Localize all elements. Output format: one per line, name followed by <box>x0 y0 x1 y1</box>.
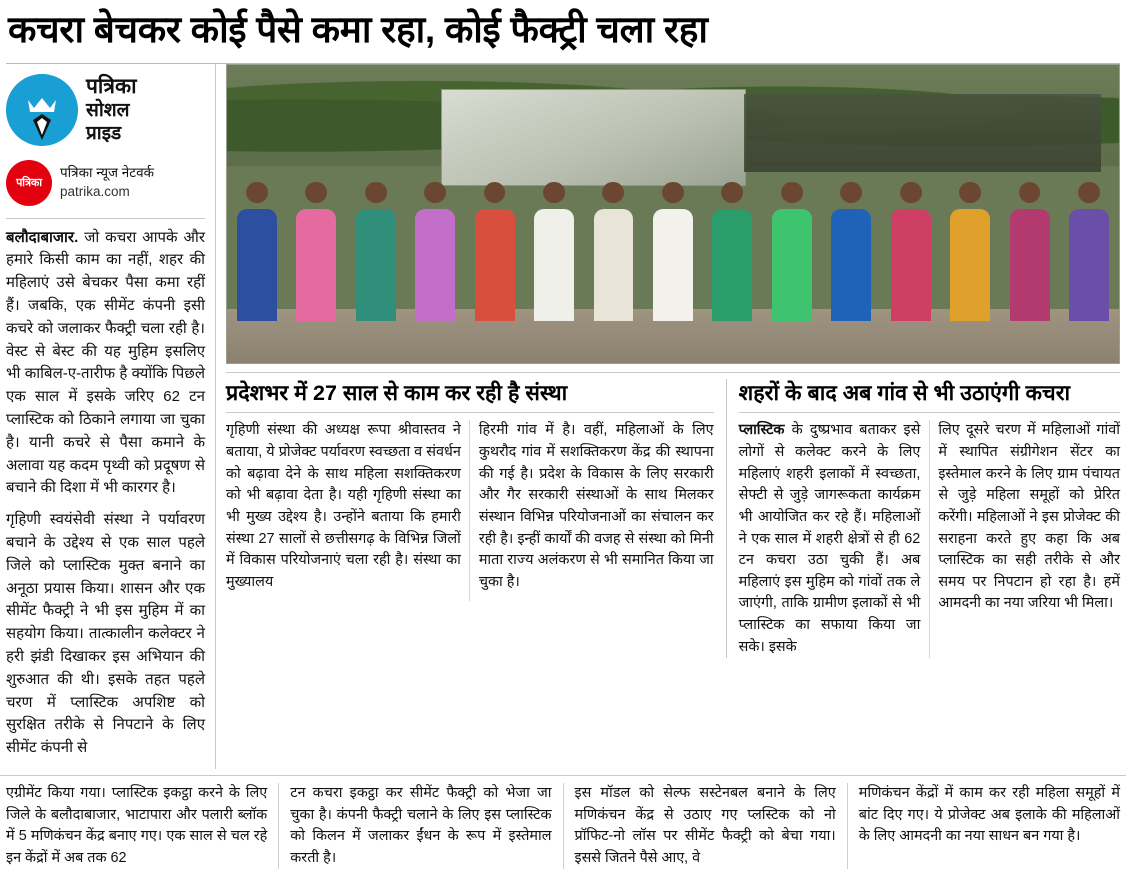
photo-person <box>530 182 578 321</box>
section-title-divider <box>226 412 714 413</box>
section-paragraph: गृहिणी संस्था की अध्यक्ष रूपा श्रीवास्तव ने बताया, ये प्रोजेक्ट पर्यावरण स्वच्छता व संवर्धन को बढ़ावा देने के साथ महिला सशक्तिकरण को भी बढ़ावा देता है। यही गृहिणी संस्था का भी मुख्य उद्देश्य है। उन्होंने बताया कि हमारी संस्था 27 सालों से छत्तीसगढ़ के विभिन्न जिलों में विकास परियोजनाएं चला रही है। संस्था का मुख्यालय <box>226 422 461 590</box>
left-column-divider <box>6 218 205 219</box>
photo-person-body <box>772 209 812 321</box>
byline-site: patrika.com <box>60 183 130 199</box>
photo-person-body <box>891 209 931 321</box>
main-content <box>0 64 1126 769</box>
photo-person-head <box>662 182 684 204</box>
section-title-divider <box>739 412 1120 413</box>
section-paragraph: हिरमी गांव में है। वहीं, महिलाओं के लिए कुथरौद गांव में सशक्तिकरण केंद्र की स्थापना की गई है। प्रदेश के विकास के लिए सरकारी और गैर सरकारी संस्थाओं के साथ मिलकर संस्थान विभिन्न परियोजनाओं का संचालन कर रही है। इन्हीं कार्यों की वजह से संस्था को मिनी माता राज्य अलंकरण से भी समानित किया जा चुका है। <box>478 422 714 590</box>
photo-person <box>471 182 519 321</box>
byline-network: पत्रिका न्यूज नेटवर्क <box>60 165 154 181</box>
photo-person-body <box>296 209 336 321</box>
section-paragraph <box>739 420 921 658</box>
left-column-body <box>6 227 205 760</box>
headline-area <box>0 0 1126 57</box>
section-sanstha <box>226 379 727 659</box>
photo-person-head <box>1019 182 1041 204</box>
photo-person-head <box>959 182 981 204</box>
news-photo <box>226 64 1120 364</box>
section-paragraph-text: के दुष्प्रभाव बताकर इसे लोगों से कलेक्ट करने के लिए महिलाएं शहरी इलाकों में स्वच्छता, सेफ्टी से जुड़े जागरूकता कार्यक्रम भी आयोजित कर रहे हैं। महिलाओं ने एक साल में शहरी क्षेत्रों से ही 62 टन कचरा उठा चुकी हैं। अब महिलाएं इस मुहिम को गांवों तक ले जाएंगी, ताकि ग्रामीण इलाकों से भी प्लास्टिक का सफाया किया जा सके। इसके <box>738 422 921 655</box>
section-title: प्रदेशभर में 27 साल से काम कर रही है संस्था <box>226 380 568 405</box>
photo-person-body <box>237 209 277 321</box>
left-paragraph-2: गृहिणी स्वयंसेवी संस्था ने पर्यावरण बचाने के उद्देश्य से एक साल पहले जिले को प्लास्टिक मुक्त बनाने का अनूठा प्रयास किया। शासन और एक सीमेंट फैक्ट्री ने भी इस मुहिम में का सहयोग किया। तात्कालीन कलेक्टर ने हरी झंडी दिखाकर इस अभियान की शुरुआत की थी। इसके तहत पहले चरण में प्लास्टिक अपशिष्ट को सुरक्षित तरीके से निपटाने के लिए सीमेंट कंपनी से <box>6 511 205 757</box>
brand-line-2: सोशल <box>86 100 130 122</box>
photo-person-body <box>1010 209 1050 321</box>
photo-person <box>649 182 697 321</box>
photo-person-body <box>831 209 871 321</box>
photo-person <box>411 182 459 321</box>
photo-person-body <box>534 209 574 321</box>
brand-block <box>6 64 205 150</box>
photo-person-head <box>305 182 327 204</box>
photo-person <box>887 182 935 321</box>
photo-person-body <box>653 209 693 321</box>
photo-person-body <box>415 209 455 321</box>
bottom-band <box>0 783 1126 869</box>
photo-person <box>709 182 757 321</box>
photo-person <box>828 182 876 321</box>
bottom-band-column: मणिकंचन केंद्रों में काम कर रही महिला समूहों में बांट दिए गए। ये प्रोजेक्ट अब इलाके की महिलाओं के लिए आमदनी का नया साधन बन गया है। <box>858 785 1120 845</box>
photo-person-head <box>900 182 922 204</box>
photo-person-head <box>1078 182 1100 204</box>
photo-person <box>352 182 400 321</box>
brand-line-1: पत्रिका <box>86 74 137 98</box>
bottom-band-column: इस मॉडल को सेल्फ सस्टेनबल बनाने के लिए मणिकंचन केंद्र से उठाए गए प्लस्टिक को नो प्रॉफिट-नो लॉस पर सीमेंट फैक्ट्री को बेचा गया। इससे जितने पैसे आए, वे <box>564 783 848 869</box>
photo-person <box>1065 182 1113 321</box>
bottom-band-column: एग्रीमेंट किया गया। प्लास्टिक इकट्ठा करने के लिए जिले के बलौदाबाजार, भाटापारा और पलारी ब्लॉक में 5 मणिकंचन केंद्र बनाए गए। एक साल से चल रहे इन केंद्रों में अब तक 62 <box>6 783 279 869</box>
section-body <box>226 420 714 601</box>
photo-person <box>946 182 994 321</box>
byline <box>6 160 205 216</box>
photo-person-body <box>475 209 515 321</box>
photo-person-head <box>840 182 862 204</box>
dateline: बलौदाबाजार. <box>6 228 79 246</box>
left-column <box>6 64 216 769</box>
photo-person <box>590 182 638 321</box>
photo-person-head <box>484 182 506 204</box>
photo-person-head <box>246 182 268 204</box>
section-lead-word: प्लास्टिक <box>738 422 785 439</box>
photo-person <box>233 182 281 321</box>
right-column <box>216 64 1120 769</box>
left-paragraph-1 <box>6 227 205 501</box>
patrika-badge-icon: पत्रिका <box>6 160 52 206</box>
photo-person-body <box>1069 209 1109 321</box>
section-gaon <box>727 379 1120 659</box>
photo-person-body <box>594 209 634 321</box>
photo-person-body <box>950 209 990 321</box>
section-paragraph: लिए दूसरे चरण में महिलाओं गांवों में स्थापित संग्रीगेशन सेंटर का इस्तेमाल करने के लिए ग्राम पंचायत से जुड़े महिला समूहों को प्रेरित करेंगी। महिलाओं ने इस प्रोजेक्ट की सराहना करते हुए कहा कि अब प्लास्टिक का सही तरीके से और समय पर निपटान हो रहा है। हमें आमदनी का नया जरिया भी मिला। <box>938 422 1120 612</box>
brand-text <box>86 74 137 146</box>
page-title: कचरा बेचकर कोई पैसे कमा रहा, कोई फैक्ट्री चला रहा <box>8 9 708 50</box>
photo-divider <box>226 372 1120 373</box>
photo-person-head <box>424 182 446 204</box>
photo-person-body <box>356 209 396 321</box>
photo-person-head <box>543 182 565 204</box>
section-body <box>739 420 1120 658</box>
photo-person <box>768 182 816 321</box>
left-paragraph-1-text: जो कचरा आपके और हमारे किसी काम का नहीं, शहर की महिलाएं उसे बेचकर पैसा कमा रहीं हैं। जबकि, एक सीमेंट कंपनी इसी कचरे को जलाकर फैक्ट्री चला रही है। वेस्ट से बेस्ट की यह मुहिम इसलिए भी काबिल-ए-तारीफ है क्योंकि पिछले एक साल में इसके जरिए 62 टन प्लास्टिक को ठिकाने लगाया जा चुका है। यानी कचरे से पैसा कमाने के अलावा यह कदम पृथ्वी को प्रदूषण से बचाने की दिशा में भी कारगर है। <box>6 228 205 497</box>
photo-person-head <box>603 182 625 204</box>
bottom-band-column: टन कचरा इकट्ठा कर सीमेंट फैक्ट्री को भेजा जा चुका है। कंपनी फैक्ट्री चलाने के लिए इस प्लास्टिक को किलन में जलाकर ईंधन के रूप में इस्तेमाल करती है। <box>279 783 563 869</box>
bottom-band-divider <box>0 775 1126 776</box>
byline-text <box>60 164 154 200</box>
photo-person-body <box>712 209 752 321</box>
patrika-pen-crown-logo-icon <box>6 74 78 146</box>
photo-person-head <box>365 182 387 204</box>
photo-person-head <box>721 182 743 204</box>
sections-row <box>226 379 1120 659</box>
photo-person-head <box>781 182 803 204</box>
photo-person <box>1006 182 1054 321</box>
photo-person <box>292 182 340 321</box>
photo-people-row <box>227 142 1119 321</box>
brand-line-3: प्राइड <box>86 123 122 145</box>
section-title: शहरों के बाद अब गांव से भी उठाएंगी कचरा <box>738 380 1071 405</box>
